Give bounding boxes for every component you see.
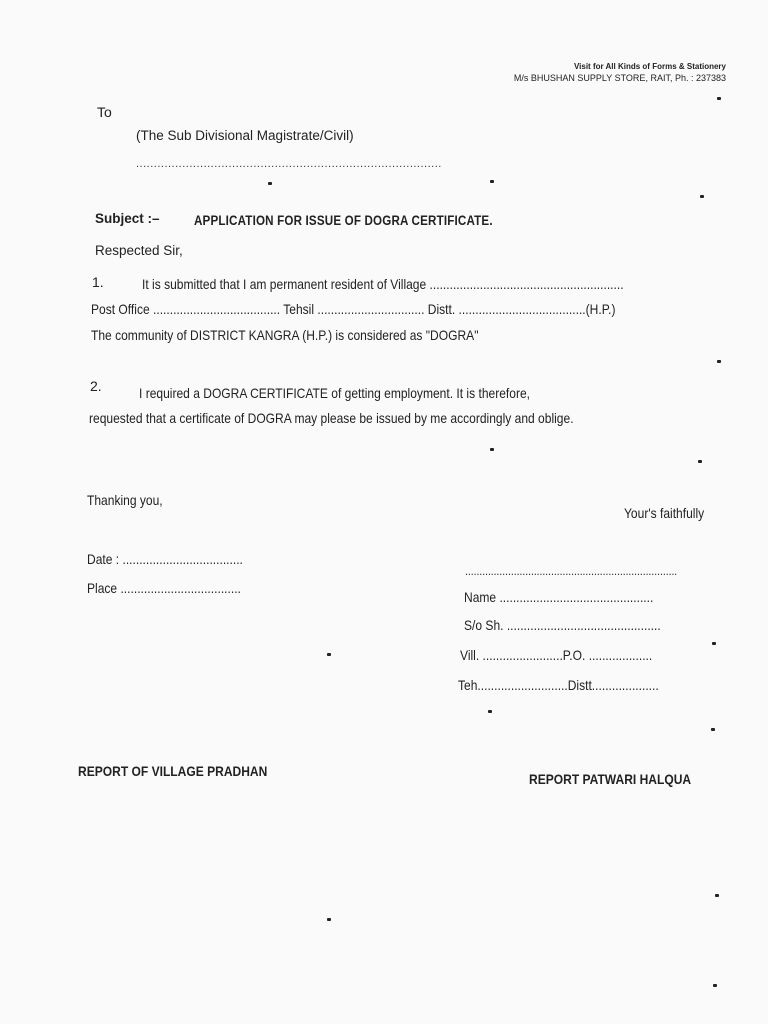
scan-speck: [268, 182, 272, 185]
stationery-header-line2: M/s BHUSHAN SUPPLY STORE, RAIT, Ph. : 237383: [513, 73, 726, 83]
son-of-field: S/o Sh. ..............................................: [464, 617, 661, 633]
scan-speck: [712, 642, 716, 645]
paragraph1-line1: It is submitted that I am permanent resident of Village ..........................................................: [142, 276, 624, 292]
subject-label: Subject :–: [95, 211, 160, 226]
scan-speck: [490, 448, 494, 451]
report-village-pradhan: REPORT OF VILLAGE PRADHAN: [78, 763, 268, 779]
addressee-office: (The Sub Divisional Magistrate/Civil): [136, 128, 354, 143]
name-field: Name ..............................................: [464, 589, 654, 605]
thanking-you: Thanking you,: [87, 492, 163, 508]
scan-speck: [717, 97, 721, 100]
scan-speck: [488, 710, 492, 713]
scan-speck: [700, 195, 704, 198]
report-patwari-halqua: REPORT PATWARI HALQUA: [529, 771, 692, 787]
stationery-header-line1: Visit for All Kinds of Forms & Stationery: [573, 62, 726, 71]
scan-speck: [713, 984, 717, 987]
scan-speck: [490, 180, 494, 183]
salutation: Respected Sir,: [95, 243, 183, 258]
place-field: Place ....................................: [87, 580, 241, 596]
scan-speck: [327, 653, 331, 656]
tehsil-district-field: Teh...........................Distt....................: [458, 677, 659, 693]
paragraph1-line3: The community of DISTRICT KANGRA (H.P.) is considered as "DOGRA": [91, 327, 479, 343]
paragraph2-line1: I required a DOGRA CERTIFICATE of getting employment. It is therefore,: [139, 385, 531, 401]
addressee-blank-line: ......................................................................................: [136, 158, 442, 170]
subject-text: APPLICATION FOR ISSUE OF DOGRA CERTIFICATE.: [194, 213, 493, 228]
paragraph1-number: 1.: [92, 274, 104, 290]
date-field: Date : ....................................: [87, 551, 243, 567]
scan-speck: [327, 918, 331, 921]
signature-line: ..........................................................................: [465, 564, 678, 578]
scan-speck: [711, 728, 715, 731]
paragraph1-line2: Post Office ...................................... Tehsil ................................ Distt. ......................................(H.P.): [91, 301, 616, 317]
to-label: To: [97, 104, 112, 120]
scan-speck: [717, 360, 721, 363]
scan-speck: [715, 894, 719, 897]
village-po-field: Vill. ........................P.O. ...................: [460, 647, 653, 663]
scan-speck: [698, 460, 702, 463]
yours-faithfully: Your's faithfully: [624, 505, 705, 521]
paragraph2-line2: requested that a certificate of DOGRA may please be issued by me accordingly and oblige.: [89, 410, 574, 426]
paragraph2-number: 2.: [90, 378, 102, 394]
